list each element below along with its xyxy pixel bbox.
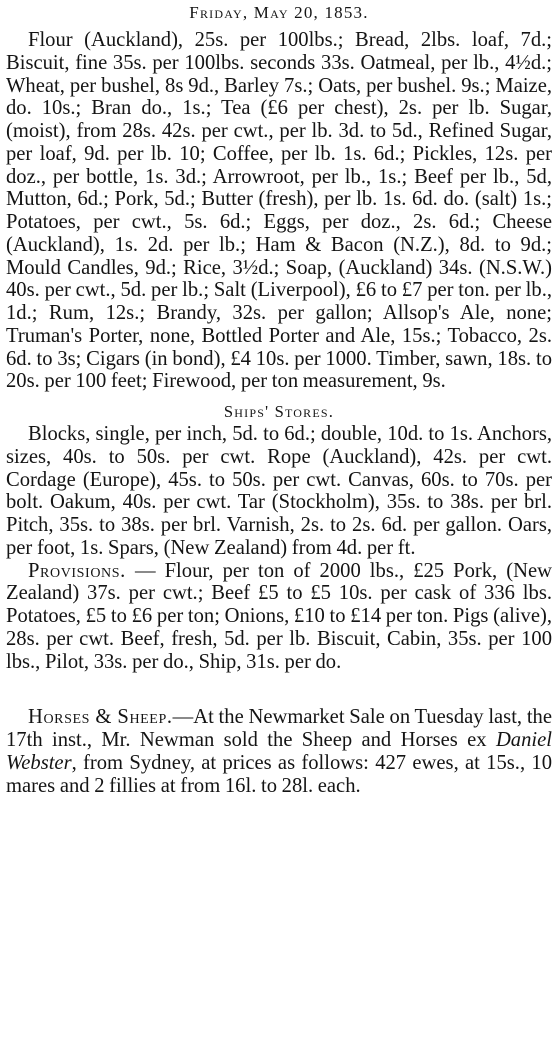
horses-sheep-text-after: , from Sydney, at prices as follows: 427 ewes, at 15s., 10 mares and 2 fillies at from 16l. to 28l. each.: [6, 751, 552, 797]
provisions-lead: Provisions.: [28, 559, 126, 582]
section-divider: [269, 695, 289, 696]
ships-stores-heading: Ships' Stores.: [223, 402, 335, 421]
ships-stores-paragraph: Blocks, single, per inch, 5d. to 6d.; double, 10d. to 1s. Anchors, sizes, 40s. to 50s. per cwt. Rope (Auckland), 42s. per cwt. Cordage (Europe), 45s. to 50s. per cwt. Canvas, 60s. to 70s. per bolt. Oakum, 40s. per cwt. Tar (Stockholm), 35s. to 38s. per brl. Pitch, 35s. to 38s. per brl. Varnish, 2s. to 2s. 6d. per gallon. Oars, per foot, 1s. Spars, (New Zealand) from 4d. per ft.: [6, 423, 552, 559]
horses-sheep-text-before: —At the Newmarket Sale on Tuesday last, the 17th inst., Mr. Newman sold the Sheep and Horses ex: [6, 706, 552, 751]
provisions-paragraph: [6, 560, 552, 674]
provisions-text: — Flour, per ton of 2000 lbs., £25 Pork, (New Zealand) 37s. per cwt.; Beef £5 to £5 10s. per cask of 336 lbs. Potatoes, £5 to £6 per ton; Onions, £10 to £14 per ton. Pigs (alive), 28s. per cwt. Beef, fresh, 5d. per lb. Biscuit, Cabin, 35s. per 100 lbs., Pilot, 33s. per do., Ship, 31s. per do.: [6, 559, 552, 673]
horses-sheep-lead: Horses & Sheep.: [28, 706, 173, 729]
date-heading: Friday, May 20, 1853.: [189, 3, 369, 22]
ship-name: Daniel Webster: [6, 729, 552, 774]
market-prices-paragraph: Flour (Auckland), 25s. per 100lbs.; Bread, 2lbs. loaf, 7d.; Biscuit, fine 35s. per 100lbs. seconds 33s. Oatmeal, per lb., 4½d.; Wheat, per bushel, 8s 9d., Barley 7s.; Oats, per bushel. 9s.; Maize, do. 10s.; Bran do., 1s.; Tea (£6 per chest), 2s. per lb. Sugar, (moist), from 28s. 42s. per cwt., per lb. 3d. to 5d., Refined Sugar, per loaf, 9d. per lb. 10; Coffee, per lb. 1s. 6d.; Pickles, 12s. per doz., per bottle, 1s. 3d.; Arrowroot, per lb., 1s.; Beef per lb., 5d, Mutton, 6d.; Pork, 5d.; Butter (fresh), per lb. 1s. 6d. do. (salt) 1s.; Potatoes, per cwt., 5s. 6d.; Eggs, per doz., 2s. 6d.; Cheese (Auckland), 1s. 2d. per lb.; Ham & Bacon (N.Z.), 8d. to 9d.; Mould Candles, 9d.; Rice, 3½d.; Soap, (Auckland) 34s. (N.S.W.) 40s. per cwt., 5d. per lb.; Salt (Liverpool), £6 to £7 per ton. per lb., 1d.; Rum, 12s.; Brandy, 32s. per gallon; Allsop's Ale, none; Truman's Porter, none, Bottled Porter and Ale, 15s.; Tobacco, 2s. 6d. to 3s; Cigars (in bond), £4 10s. per 1000. Timber, sawn, 18s. to 20s. per 100 feet; Firewood, per ton measurement, 9s.: [6, 29, 552, 393]
horses-sheep-paragraph: [6, 706, 552, 797]
